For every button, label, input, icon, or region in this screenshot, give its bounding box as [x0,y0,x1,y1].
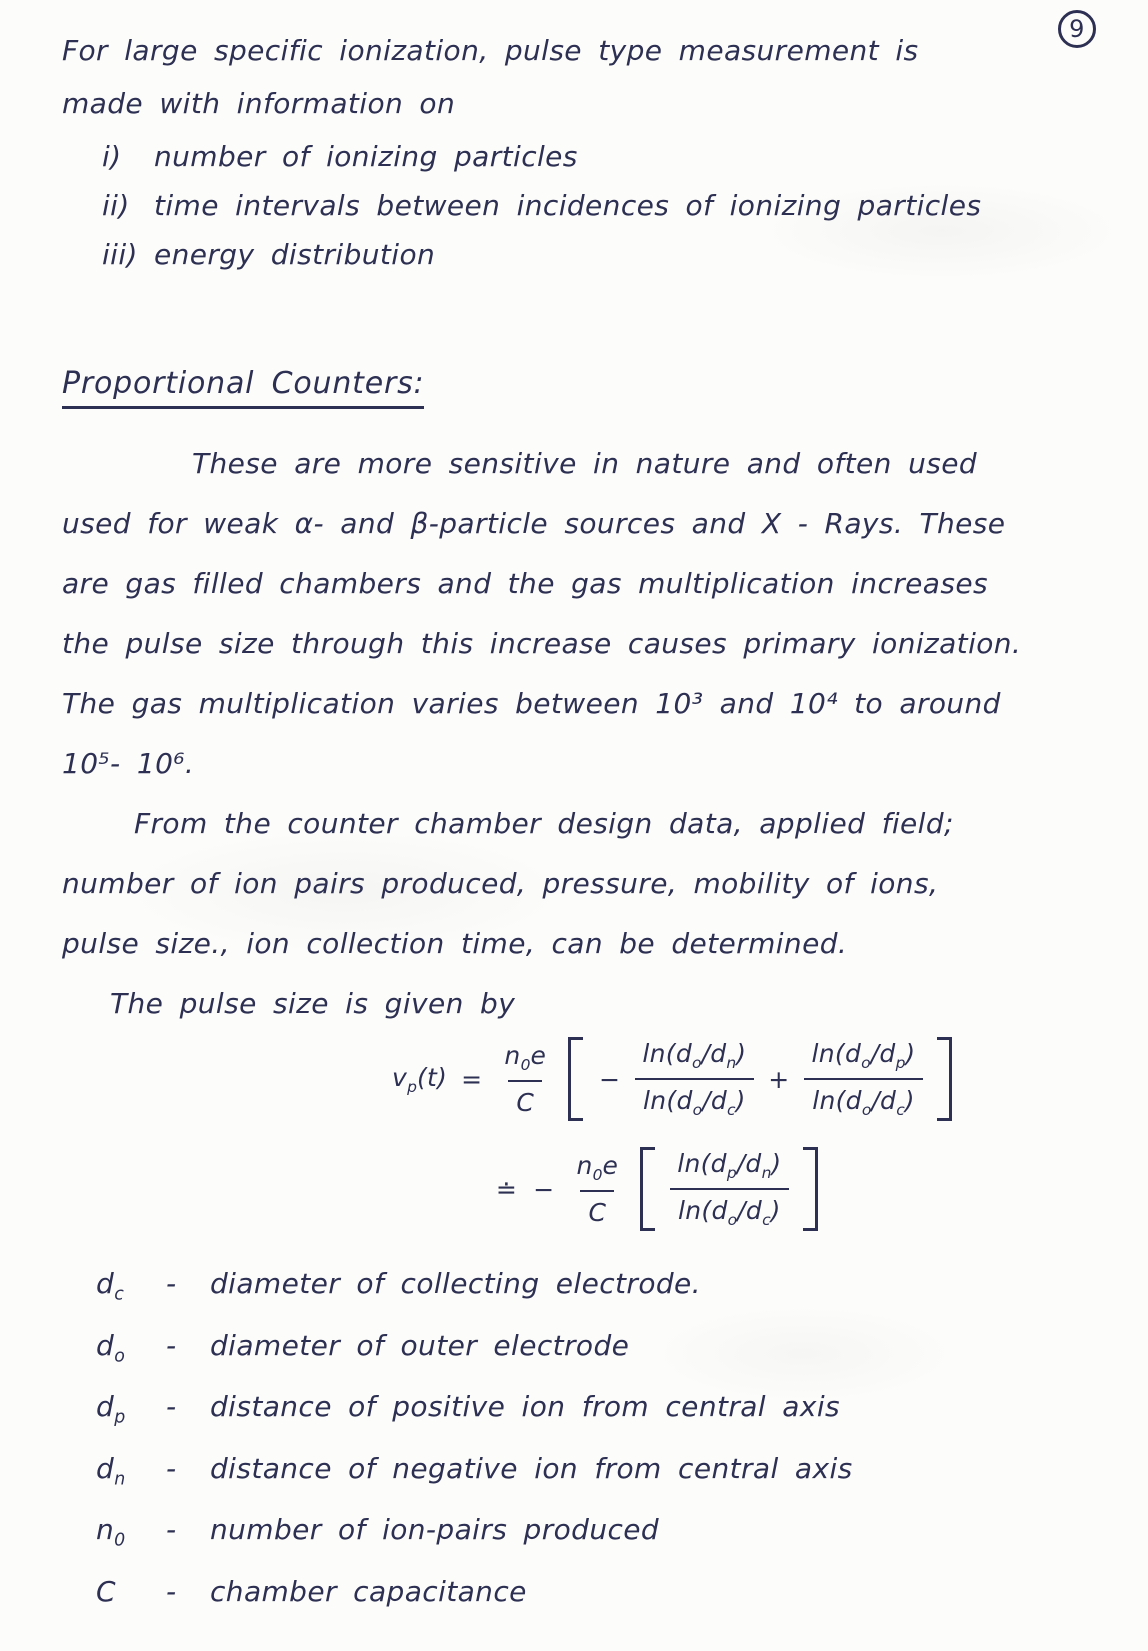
section-heading: Proportional Counters: [62,366,424,409]
equation-lead-in: The pulse size is given by [110,987,516,1020]
coefficient-fraction [569,1149,627,1229]
log-ratio-fraction [804,1037,924,1121]
paragraph-chamber-design [62,807,1108,961]
fraction-numerator: $\ln(d_o/d_n)$ [642,1039,747,1072]
definition-text: diameter of collecting electrode. [210,1267,701,1300]
intro-line-1: For large specific ionization, pulse type measurement is [62,34,919,67]
coefficient-fraction [496,1039,554,1119]
right-bracket [937,1037,952,1121]
paragraph-proportional-counters [62,447,1108,781]
left-bracket [568,1037,583,1121]
fraction-numerator: $n_0e$ [504,1041,547,1074]
paragraph-line: 10⁵- 10⁶. [62,747,195,780]
definition-row [96,1329,1108,1374]
definition-row [96,1390,1108,1435]
definition-dash: - [166,1328,177,1362]
fraction-numerator: $\ln(d_p/d_n)$ [677,1149,782,1182]
fraction-denominator: $\ln(d_o/d_c)$ [670,1188,789,1231]
list-item-text: time intervals between incidences of ionizing particles [154,189,982,222]
definition-dash: - [166,1574,177,1608]
list-item-text: energy distribution [154,238,436,271]
list-item [102,140,1108,174]
paragraph-line: are gas filled chambers and the gas multiplication increases [62,567,988,600]
paragraph-line: pulse size., ion collection time, can be determined. [62,927,848,960]
definition-symbol: C [96,1574,116,1608]
log-ratio-fraction [634,1037,754,1121]
pulse-size-equation [392,1037,1108,1121]
definition-row [96,1513,1108,1558]
definition-text: chamber capacitance [210,1574,527,1608]
definition-dash: - [166,1267,177,1300]
list-marker: ii) [102,189,130,222]
definition-text: distance of negative ion from central axis [210,1451,853,1485]
definition-symbol: $n_0$ [96,1513,126,1551]
definition-dash: - [166,1451,177,1485]
definition-dash: - [166,1390,177,1424]
definition-symbol: $d_p$ [96,1390,126,1428]
definition-text: distance of positive ion from central axis [210,1390,840,1424]
intro-line-2: made with information on [62,87,456,120]
paragraph-line: The gas multiplication varies between 10³ and 10⁴ to around [62,687,1001,720]
definition-symbol: $d_o$ [96,1328,125,1367]
definition-symbol: $d_c$ [96,1267,124,1305]
minus-sign: − [533,1174,555,1204]
list-item [102,238,1108,272]
right-bracket [803,1147,818,1231]
fraction-denominator: C [580,1190,614,1229]
paragraph-line: used for weak α- and β-particle sources and X - Rays. These [62,507,1006,540]
definition-row [96,1575,1108,1609]
equation-lhs: $v_p(t)$ [392,1062,448,1096]
paragraph-line: From the counter chamber design data, applied field; [134,807,954,840]
plus-sign: + [768,1064,790,1094]
page-number: 9 [1069,15,1085,43]
definition-symbol: $d_n$ [96,1451,126,1490]
definition-text: number of ion-pairs produced [210,1513,660,1547]
page-number-badge [1058,10,1096,48]
definition-row [96,1452,1108,1497]
log-ratio-fraction [669,1147,789,1231]
list-item-text: number of ionizing particles [154,140,578,173]
paragraph-line: number of ion pairs produced, pressure, mobility of ions, [62,867,939,900]
definition-text: diameter of outer electrode [210,1328,630,1362]
information-list [102,140,1108,272]
list-item [102,189,1108,223]
list-marker: iii) [102,238,138,271]
fraction-denominator: C [508,1080,542,1119]
fraction-denominator: $\ln(d_o/d_c)$ [804,1078,923,1121]
approx-equals-sign: ≐ [496,1174,518,1204]
minus-sign: − [599,1064,621,1094]
equals-sign: = [461,1064,483,1094]
left-bracket [640,1147,655,1231]
fraction-denominator: $\ln(d_o/d_c)$ [635,1078,754,1121]
definition-row [96,1267,1108,1312]
simplified-pulse-size-equation [494,1147,1108,1231]
symbol-definitions [96,1267,1108,1609]
fraction-numerator: $\ln(d_o/d_p)$ [811,1039,916,1072]
paragraph-line: the pulse size through this increase causes primary ionization. [62,627,1022,660]
list-marker: i) [102,140,122,173]
paragraph-line: These are more sensitive in nature and often used [192,447,978,480]
fraction-numerator: $n_0e$ [576,1151,619,1184]
definition-dash: - [166,1513,177,1547]
